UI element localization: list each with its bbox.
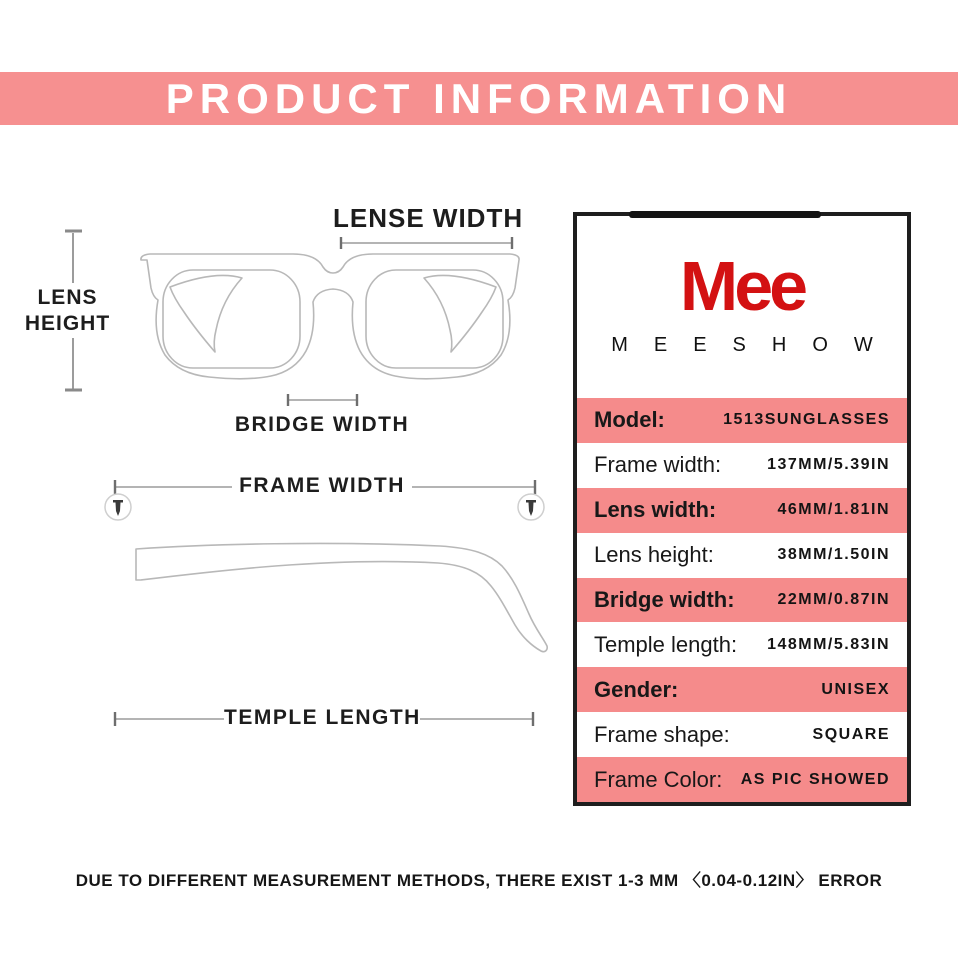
spec-row-model [577,398,907,443]
brand-name: MEESHOW [611,334,899,356]
screw-icon-left [105,494,131,520]
spec-label: Model: [594,407,665,433]
spec-panel [573,212,911,806]
lense-width-label: LENSE WIDTH [333,203,524,233]
spec-row-lens-width [577,488,907,533]
lens-height-label-line2: HEIGHT [24,312,111,335]
spec-value: 46MM/1.81IN [777,501,890,519]
spec-row-frame-shape [577,712,907,757]
spec-row-lens-height [577,533,907,578]
spec-value: 148MM/5.83IN [767,635,890,653]
frame-width-label: FRAME WIDTH [232,474,412,498]
spec-row-frame-width [577,443,907,488]
spec-value: SQUARE [812,725,890,743]
lens-width-measure-line [341,237,512,249]
spec-value: UNISEX [821,680,890,698]
spec-value: 137MM/5.39IN [767,456,890,474]
spec-row-temple-length [577,622,907,667]
spec-label: Frame Color: [594,766,723,792]
spec-label: Frame width: [594,452,722,478]
spec-row-gender [577,667,907,712]
spec-label: Temple length: [594,631,738,657]
spec-row-frame-color [577,757,907,802]
spec-value: AS PIC SHOWED [740,770,890,788]
spec-value: 1513SUNGLASSES [723,411,890,429]
spec-label: Gender: [594,676,679,702]
page-title: PRODUCT INFORMATION [165,74,793,122]
spec-table [577,398,907,802]
measurement-disclaimer: DUE TO DIFFERENT MEASUREMENT METHODS, THERE EXIST 1-3 MM 〈0.04-0.12IN〉 ERROR [75,871,883,890]
spec-label: Lens height: [594,542,714,568]
spec-value: 38MM/1.50IN [777,546,890,564]
screw-icon-right [518,494,544,520]
banner [0,72,958,125]
glasses-diagram [0,190,560,750]
spec-label: Bridge width: [594,587,735,612]
bridge-width-label: BRIDGE WIDTH [234,413,410,436]
bridge-width-measure-line [288,394,357,406]
spec-row-bridge-width [577,578,907,623]
brand-logo: Mee [679,247,805,325]
spec-label: Frame shape: [594,721,730,747]
brand-logo-block [577,216,907,398]
spec-value: 22MM/0.87IN [777,591,890,608]
spec-label: Lens width: [594,497,717,523]
temple-side-view-drawing [136,543,547,651]
lens-height-label [10,285,125,337]
glasses-front-view-drawing [141,254,519,379]
lens-height-label-line1: LENS [37,286,98,309]
temple-length-label: TEMPLE LENGTH [224,706,421,729]
